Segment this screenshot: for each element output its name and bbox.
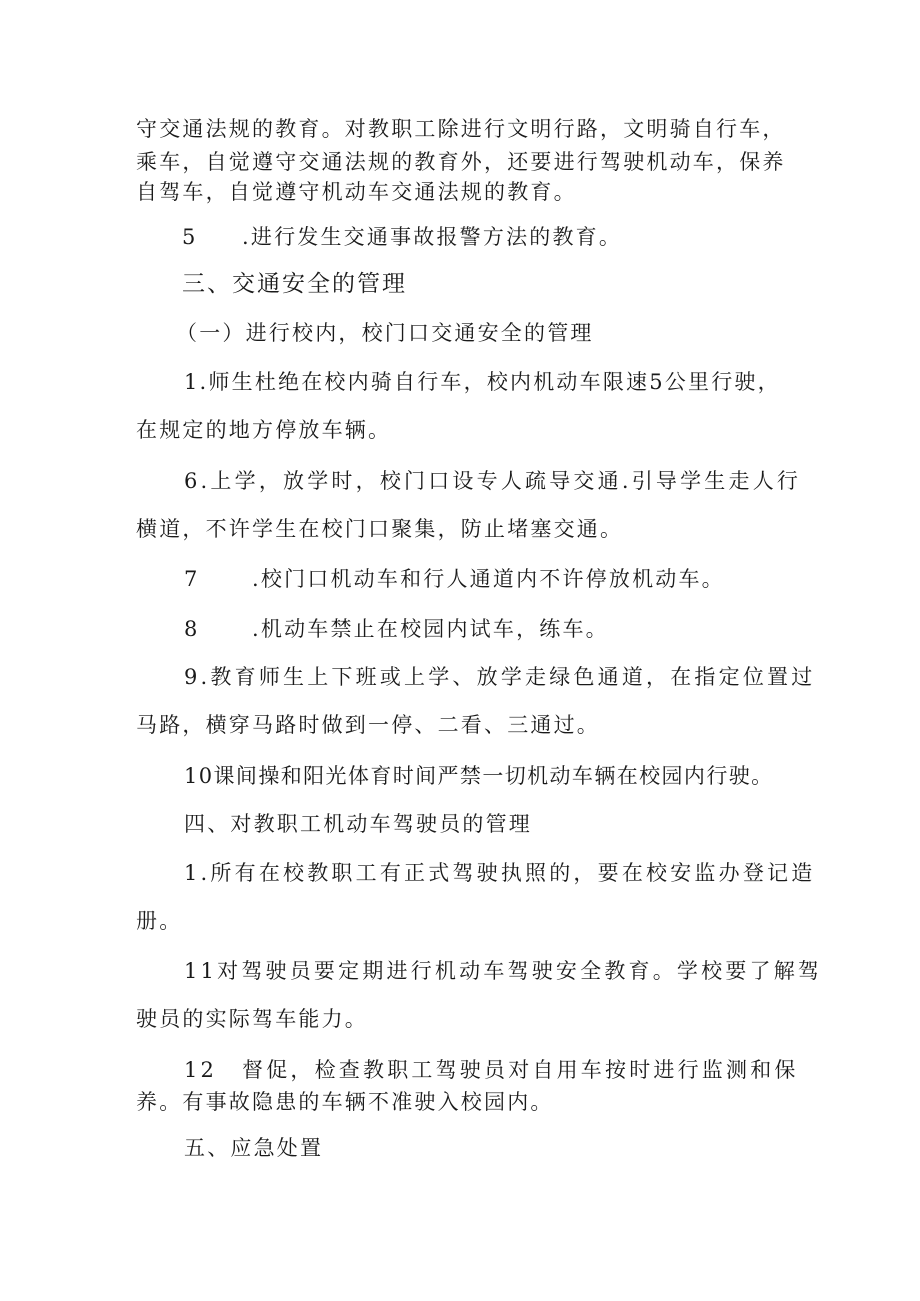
item-number: 7 — [184, 567, 200, 591]
item-number: 5 — [182, 225, 198, 249]
list-item: 10课间操和阳光体育时间严禁一切机动车辆在校园内行驶。 — [184, 764, 774, 788]
list-item: 9.教育师生上下班或上学、放学走绿色通道，在指定位置过 — [184, 665, 816, 689]
list-item-continuation: 养。有事故隐患的车辆不准驶入校园内。 — [136, 1090, 554, 1114]
list-item-continuation: 马路，横穿马路时做到一停、二看、三通过。 — [136, 713, 600, 737]
section-heading: 五、应急处置 — [184, 1136, 324, 1160]
section-heading: 四、对教职工机动车驾驶员的管理 — [184, 812, 532, 836]
list-item: 1.所有在校教职工有正式驾驶执照的，要在校安监办登记造 — [184, 861, 816, 885]
item-text: .机动车禁止在校园内试车，练车。 — [252, 617, 609, 641]
list-item-continuation: 在规定的地方停放车辆。 — [136, 418, 392, 442]
list-item-continuation: 册。 — [136, 909, 183, 933]
list-item-7 — [184, 564, 725, 594]
item-number: 12 — [184, 1058, 218, 1082]
list-item-continuation: 驶员的实际驾车能力。 — [136, 1007, 368, 1031]
list-item: 11对驾驶员要定期进行机动车驾驶安全教育。学校要了解驾 — [184, 959, 823, 983]
subsection-heading: （一）进行校内，校门口交通安全的管理 — [176, 321, 594, 345]
section-heading: 三、交通安全的管理 — [182, 271, 407, 297]
list-item-8 — [184, 614, 609, 644]
list-item-12 — [184, 1055, 799, 1085]
paragraph-line: 守交通法规的教育。对教职工除进行文明行路，文明骑自行车， — [136, 117, 786, 141]
item-number: 8 — [184, 617, 200, 641]
list-item: 6.上学，放学时，校门口设专人疏导交通.引导学生走人行 — [184, 469, 802, 493]
paragraph-line: 自驾车，自觉遵守机动车交通法规的教育。 — [136, 180, 577, 204]
item-text: .进行发生交通事故报警方法的教育。 — [242, 225, 623, 249]
list-item: 1.师生杜绝在校内骑自行车，校内机动车限速5公里行驶， — [184, 370, 781, 394]
item-text: .校门口机动车和行人通道内不许停放机动车。 — [252, 567, 725, 591]
list-item-continuation: 横道，不许学生在校门口聚集，防止堵塞交通。 — [136, 517, 624, 541]
list-item-5 — [182, 222, 622, 252]
item-text: 督促，检查教职工驾驶员对自用车按时进行监测和保 — [242, 1058, 799, 1082]
paragraph-line: 乘车，自觉遵守交通法规的教育外，还要进行驾驶机动车，保养 — [136, 150, 786, 174]
